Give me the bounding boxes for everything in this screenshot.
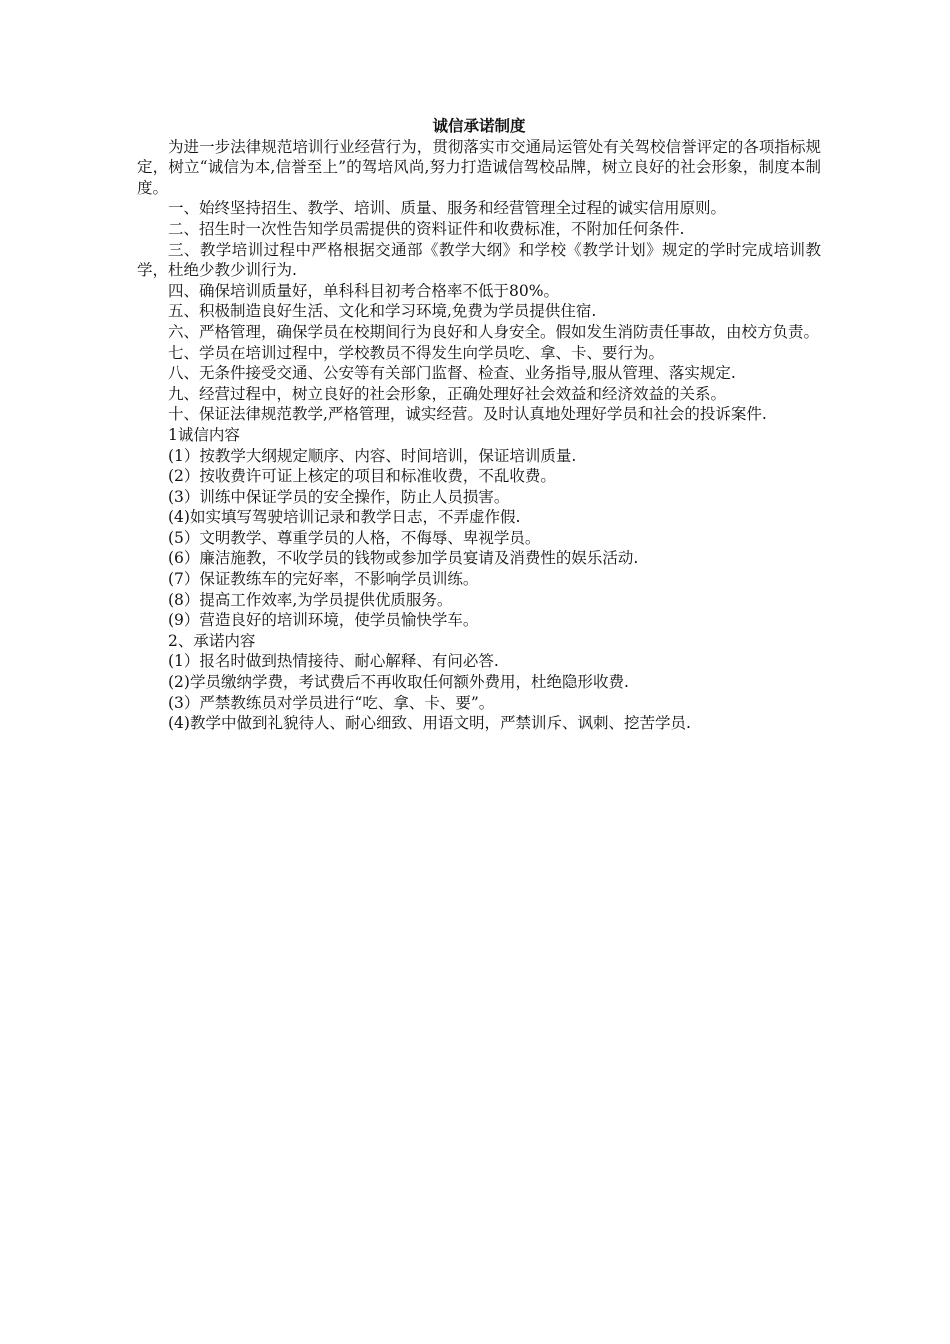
integrity-item-5: (5）文明教学、尊重学员的人格，不侮辱、卑视学员。: [168, 528, 541, 547]
section-commitment-heading: 2、承诺内容: [168, 631, 256, 650]
intro-paragraph: 为进一步法律规范培训行业经营行为，贯彻落实市交通局运管处有关驾校信誉评定的各项指标规定，树立“诚信为本,信誉至上”的驾培风尚,努力打造诚信驾校品牌，树立良好的社会形象，制度本制度。: [137, 137, 821, 197]
rule-7: 七、学员在培训过程中，学校教员不得发生向学员吃、拿、卡、要行为。: [168, 343, 665, 362]
commitment-item-1: (1）报名时做到热情接待、耐心解释、有问必答.: [168, 652, 499, 671]
rule-3: 三、教学培训过程中严格根据交通部《教学大纲》和学校《教学计划》规定的学时完成培训教学，杜绝少教少训行为.: [137, 240, 821, 280]
integrity-item-6: (6）廉洁施教，不收学员的钱物或参加学员宴请及消费性的娱乐活动.: [168, 549, 639, 568]
integrity-item-9: (9）营造良好的培训环境，使学员愉快学车。: [168, 611, 479, 630]
rule-2: 二、招生时一次性告知学员需提供的资料证件和收费标准，不附加任何条件.: [168, 219, 685, 238]
rule-1: 一、始终坚持招生、教学、培训、质量、服务和经营管理全过程的诚实信用原则。: [168, 199, 727, 218]
rule-10: 十、保证法律规范教学,严格管理，诚实经营。及时认真地处理好学员和社会的投诉案件.: [168, 405, 767, 424]
integrity-item-8: (8）提高工作效率,为学员提供优质服务。: [168, 590, 453, 609]
commitment-item-4: (4)教学中做到礼貌待人、耐心细致、用语文明，严禁训斥、讽刺、挖苦学员.: [168, 714, 691, 733]
integrity-item-2: (2）按收费许可证上核定的项目和标准收费，不乱收费。: [168, 467, 556, 486]
rule-4: 四、确保培训质量好，单科科目初考合格率不低于80%。: [168, 281, 559, 300]
document-page: [137, 116, 821, 734]
commitment-item-3: (3）严禁教练员对学员进行“吃、拿、卡、要”。: [168, 693, 495, 712]
integrity-item-1: (1）按教学大纲规定顺序、内容、时间培训，保证培训质量.: [168, 446, 577, 465]
rule-6: 六、严格管理，确保学员在校期间行为良好和人身安全。假如发生消防责任事故，由校方负责。: [168, 322, 820, 341]
rule-9: 九、经营过程中，树立良好的社会形象，正确处理好社会效益和经济效益的关系。: [168, 384, 727, 403]
integrity-item-4: (4)如实填写驾驶培训记录和教学日志，不弄虚作假.: [168, 508, 521, 527]
integrity-item-7: (7）保证教练车的完好率，不影响学员训练。: [168, 570, 479, 589]
document-title: 诚信承诺制度: [432, 117, 526, 135]
rule-8: 八、无条件接受交通、公安等有关部门监督、检查、业务指导,服从管理、落实规定.: [168, 364, 736, 383]
integrity-item-3: (3）训练中保证学员的安全操作，防止人员损害。: [168, 487, 510, 506]
section-integrity-heading: 1诚信内容: [168, 425, 240, 444]
rule-5: 五、积极制造良好生活、文化和学习环境,免费为学员提供住宿.: [168, 302, 597, 321]
commitment-item-2: (2)学员缴纳学费，考试费后不再收取任何额外费用，杜绝隐形收费.: [168, 673, 629, 692]
